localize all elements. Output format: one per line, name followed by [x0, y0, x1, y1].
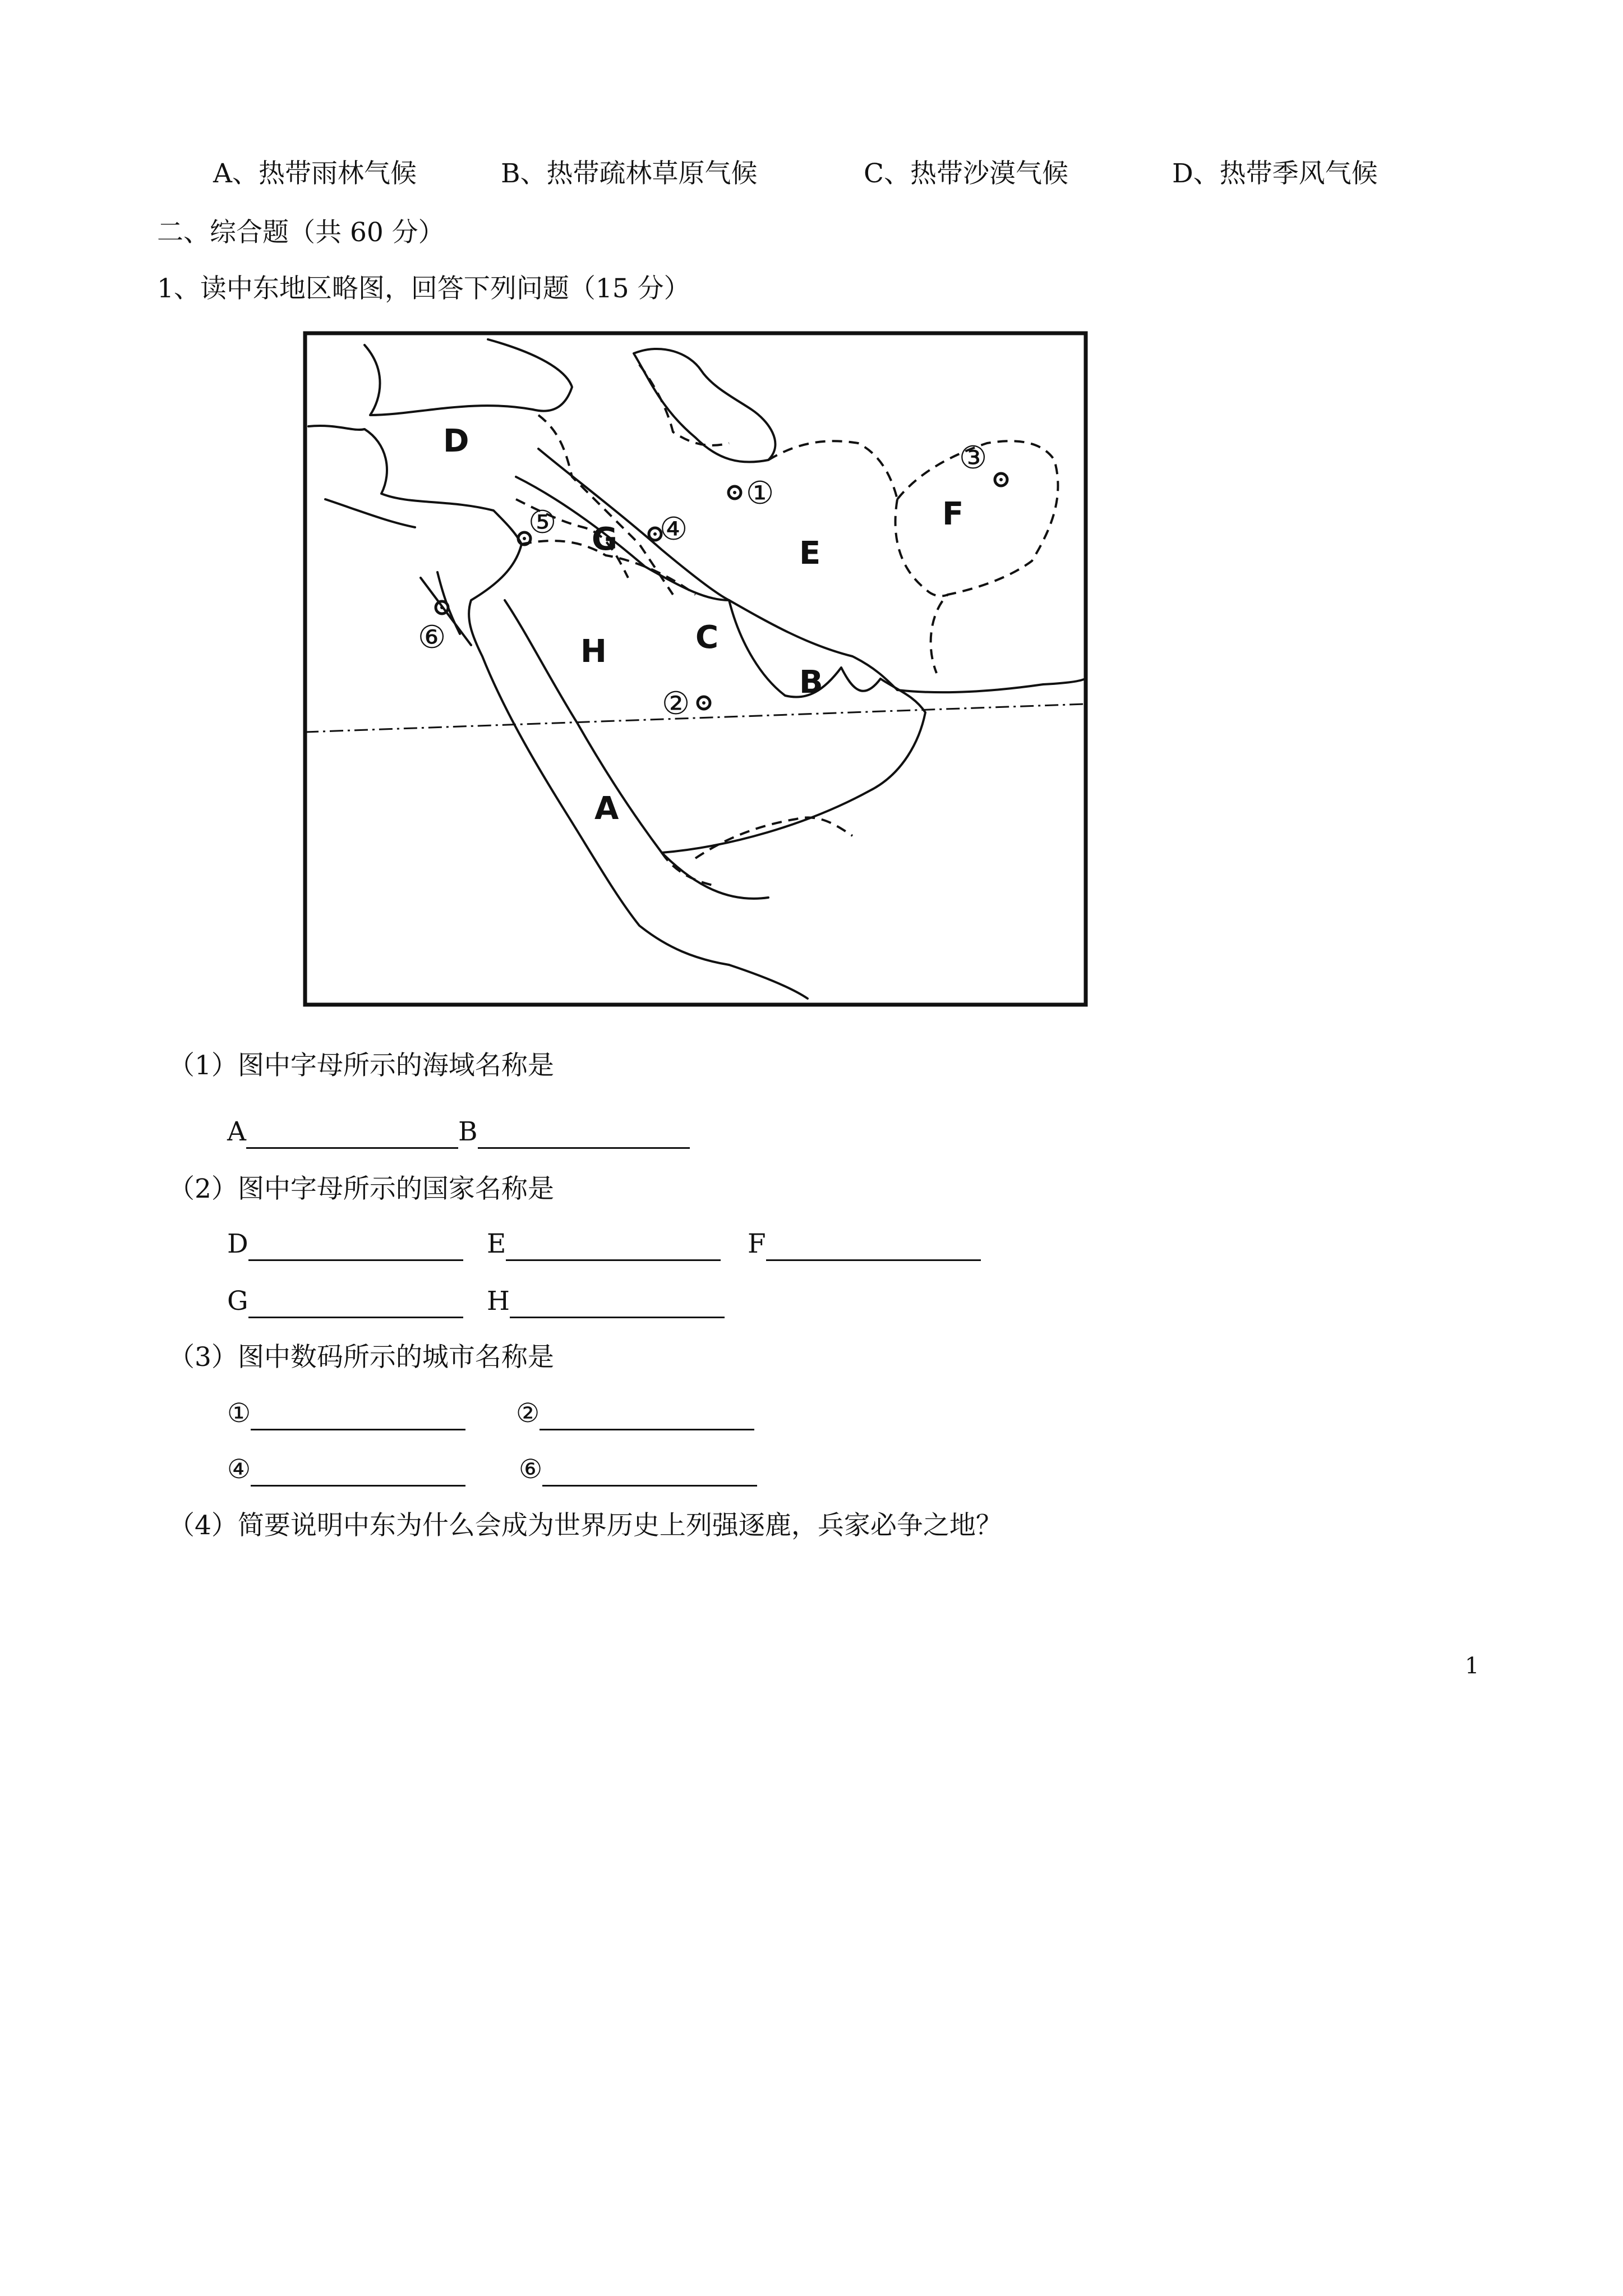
answer-row-f [748, 1227, 981, 1261]
label-city-2: ② [516, 1398, 540, 1429]
sub-question-1: （1）图中字母所示的海域名称是 [168, 1050, 554, 1081]
choice-d: D、热带季风气候 [1172, 158, 1378, 189]
map-city-1: ① [746, 475, 774, 512]
blank-city-1[interactable] [251, 1404, 465, 1430]
label-city-1: ① [227, 1398, 251, 1429]
map-label-h: H [580, 633, 607, 670]
map-label-d: D [443, 423, 469, 459]
choice-c: C、热带沙漠气候 [864, 158, 1068, 189]
blank-b[interactable] [478, 1122, 690, 1149]
answer-row-d [227, 1227, 463, 1261]
question-1-prompt: 1、读中东地区略图，回答下列问题（15 分） [157, 273, 690, 304]
blank-city-6[interactable] [542, 1460, 757, 1487]
label-g: G [227, 1286, 248, 1317]
blank-a[interactable] [246, 1122, 458, 1149]
map-label-e: E [799, 535, 821, 572]
answer-row-city-1 [227, 1397, 465, 1430]
middle-east-map [303, 331, 1088, 1007]
blank-city-4[interactable] [251, 1460, 465, 1487]
answer-row-city-2 [516, 1397, 754, 1430]
label-b: B [458, 1116, 478, 1147]
label-city-4: ④ [227, 1454, 251, 1485]
map-city-5: ⑤ [528, 504, 557, 541]
label-a: A [227, 1116, 246, 1147]
blank-e[interactable] [506, 1235, 721, 1261]
choice-b: B、热带疏林草原气候 [501, 158, 758, 189]
answer-row-e [487, 1227, 721, 1261]
map-label-c: C [695, 619, 719, 656]
blank-g[interactable] [248, 1292, 463, 1318]
answer-row-city-6 [519, 1453, 757, 1487]
choice-a: A、热带雨林气候 [213, 158, 417, 189]
map-label-a: A [594, 790, 619, 827]
sub-question-3: （3）图中数码所示的城市名称是 [168, 1342, 554, 1373]
answer-row-seas [227, 1115, 690, 1149]
blank-h[interactable] [510, 1292, 725, 1318]
answer-row-h [487, 1285, 725, 1318]
map-city-4: ④ [660, 511, 688, 547]
section-title: 二、综合题（共 60 分） [157, 217, 445, 248]
map-label-b: B [799, 664, 823, 701]
label-h: H [487, 1286, 510, 1317]
map-city-6: ⑥ [418, 619, 446, 656]
answer-row-city-4 [227, 1453, 465, 1487]
map-city-2: ② [662, 685, 690, 722]
page-number: 1 [1465, 1653, 1479, 1679]
blank-city-2[interactable] [540, 1404, 754, 1430]
label-e: E [487, 1228, 506, 1259]
map-label-g: G [592, 521, 617, 558]
blank-d[interactable] [248, 1235, 463, 1261]
label-d: D [227, 1228, 248, 1259]
sub-question-2: （2）图中字母所示的国家名称是 [168, 1174, 554, 1204]
blank-f[interactable] [766, 1235, 981, 1261]
label-f: F [748, 1228, 766, 1259]
map-city-3: ③ [959, 440, 988, 476]
map-label-f: F [942, 496, 964, 532]
answer-row-g [227, 1285, 463, 1318]
label-city-6: ⑥ [519, 1454, 543, 1485]
sub-question-4: （4）简要说明中东为什么会成为世界历史上列强逐鹿，兵家必争之地？ [168, 1510, 1002, 1541]
